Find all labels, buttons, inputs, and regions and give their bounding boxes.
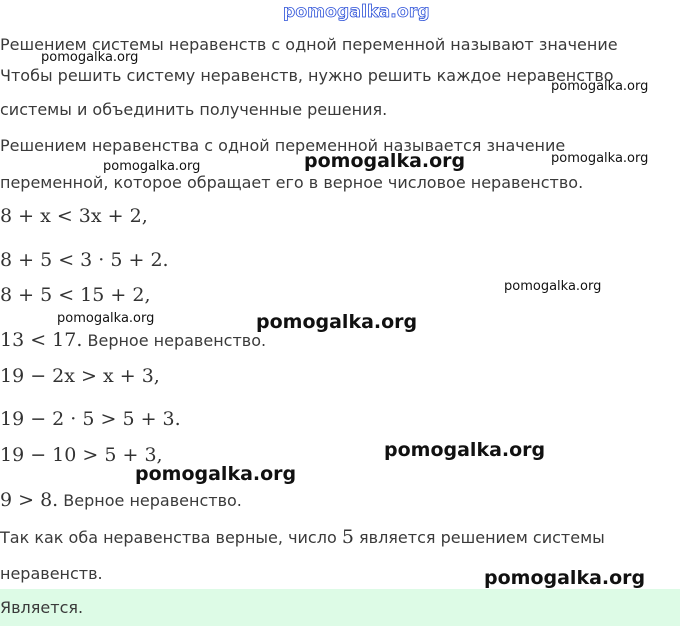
watermark: pomogalka.org — [504, 279, 602, 294]
conclusion-line-2: неравенств. — [0, 564, 103, 583]
result-1-expr: 13 < 17. — [0, 329, 83, 351]
result-2-expr: 9 > 8. — [0, 489, 59, 511]
watermark: pomogalka.org — [135, 463, 297, 485]
intro-line-1: Решением системы неравенств с одной переменной называют значение — [0, 35, 618, 54]
watermark: pomogalka.org — [551, 79, 649, 94]
inequality-2: 19 − 2x > x + 3, — [0, 365, 160, 387]
watermark: pomogalka.org — [57, 311, 155, 326]
simplification-1: 8 + 5 < 15 + 2, — [0, 284, 151, 306]
watermark: pomogalka.org — [103, 159, 201, 174]
substitution-2: 19 − 2 · 5 > 5 + 3. — [0, 408, 181, 430]
definition-line-2: переменной, которое обращает его в верное числовое неравенство. — [0, 173, 584, 192]
conclusion-part-2: является решением системы — [353, 528, 605, 547]
result-2-note: Верное неравенство. — [58, 491, 242, 510]
result-2 — [0, 490, 242, 511]
conclusion-line-1 — [0, 527, 605, 548]
conclusion-part-1: Так как оба неравенства верные, число — [0, 528, 342, 547]
watermark: pomogalka.org — [384, 439, 546, 461]
simplification-2: 19 − 10 > 5 + 3, — [0, 444, 163, 466]
inequality-1: 8 + x < 3x + 2, — [0, 205, 148, 227]
substitution-1: 8 + 5 < 3 · 5 + 2. — [0, 249, 169, 271]
watermark: pomogalka.org — [551, 151, 649, 166]
watermark: pomogalka.org — [256, 311, 418, 333]
watermark: pomogalka.org — [484, 567, 646, 589]
answer-box — [0, 589, 680, 626]
result-1-note: Верное неравенство. — [82, 331, 267, 350]
answer-text: Является. — [0, 598, 84, 617]
intro-line-3: системы и объединить полученные решения. — [0, 100, 388, 119]
watermark: pomogalka.org — [41, 50, 139, 65]
watermark: pomogalka.org — [304, 150, 466, 172]
definition-line-1: Решением неравенства с одной переменной называется значение — [0, 136, 566, 155]
conclusion-number: 5 — [341, 526, 354, 548]
result-1 — [0, 330, 266, 351]
top-watermark: pomogalka.org — [283, 2, 430, 22]
intro-line-2: Чтобы решить систему неравенств, нужно решить каждое неравенство — [0, 66, 614, 85]
